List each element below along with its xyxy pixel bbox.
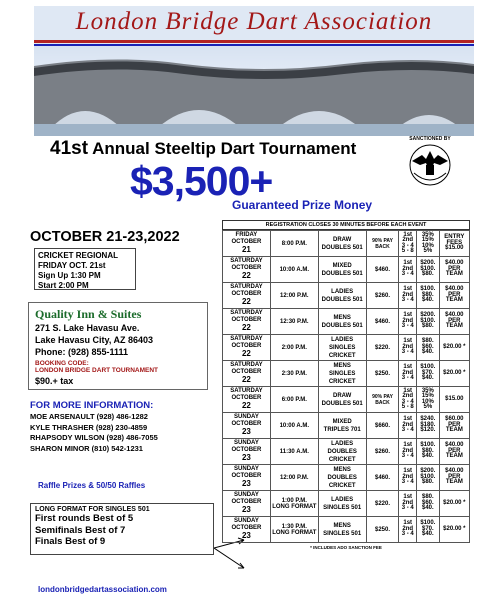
row-date: 22 [241,401,251,410]
row-places: 1st 2nd 3 - 4 [399,465,417,491]
row-amount: 90% PAY BACK [366,387,399,413]
schedule-row [223,257,470,283]
long-format-box [30,503,214,555]
tournament-number: 41st [50,138,89,159]
row-date: 23 [241,531,251,540]
hotel-phone: Phone: (928) 855-1111 [35,347,129,357]
row-amount: $660. [366,413,399,439]
website-link[interactable]: londonbridgedartassociation.com [38,585,167,594]
contact-item: KYLE THRASHER (928) 230-4859 [30,422,148,432]
row-day: FRIDAY OCTOBER 21 [223,231,271,257]
row-places: 1st 2nd 3 - 4 [399,309,417,335]
row-amount: $260. [366,439,399,465]
row-payouts: $240. $180. $120. [417,413,440,439]
row-date: 22 [241,323,251,332]
row-fee: $40.00 PER TEAM [439,465,469,491]
row-payouts: $100. $80. $40. [417,439,440,465]
row-fee: $20.00 * [439,361,469,387]
row-time: 8:00 P.M. [270,231,318,257]
schedule-row [223,309,470,335]
hotel-box [28,302,208,390]
sanction-label: SANCTIONED BY [409,136,451,142]
schedule [222,220,470,550]
row-fee: ENTRY FEES $15.00 [439,231,469,257]
schedule-row [223,465,470,491]
row-places: 1st 2nd 3 - 4 5 - 8 [399,387,417,413]
row-event: MENS SINGLES 501 [318,517,366,543]
sanction-block [400,136,460,192]
row-payouts: $100. $70. $40. [417,361,440,387]
row-day: SATURDAY OCTOBER 22 [223,309,271,335]
row-amount: $260. [366,283,399,309]
row-event: LADIES SINGLES CRICKET [318,335,366,361]
row-payouts: 35% 15% 10% 5% [417,231,440,257]
row-event: MENS DOUBLES 501 [318,309,366,335]
row-day: SATURDAY OCTOBER 22 [223,257,271,283]
hotel-name: Quality Inn & Suites [35,307,142,321]
row-fee: $20.00 * [439,335,469,361]
cricket-regional-box [34,248,136,290]
row-amount: $250. [366,517,399,543]
association-title: London Bridge Dart Association [75,8,433,35]
row-places: 1st 2nd 3 - 4 [399,413,417,439]
row-date: 22 [241,297,251,306]
row-fee: $40.00 PER TEAM [439,309,469,335]
row-event: MIXED DOUBLES 501 [318,257,366,283]
schedule-row [223,283,470,309]
row-time: 10:00 A.M. [270,413,318,439]
tournament-heading [50,138,356,160]
row-payouts: $200. $100. $80. [417,257,440,283]
schedule-row [223,439,470,465]
schedule-row [223,231,470,257]
row-date: 22 [241,271,251,280]
row-places: 1st 2nd 3 - 4 [399,491,417,517]
row-time: 12:30 P.M. [270,309,318,335]
row-event: MENS DOUBLES CRICKET [318,465,366,491]
row-places: 1st 2nd 3 - 4 5 - 8 [399,231,417,257]
row-date: 23 [241,479,251,488]
row-amount: $460. [366,465,399,491]
prize-subtitle: Guaranteed Prize Money [232,198,373,212]
row-day: SUNDAY OCTOBER 23 [223,413,271,439]
row-time: 10:00 A.M. [270,257,318,283]
event-dates: OCTOBER 21-23,2022 [30,229,180,245]
row-fee: $40.00 PER TEAM [439,257,469,283]
hotel-city: Lake Havasu City, AZ 86403 [35,335,154,345]
row-event: LADIES DOUBLES CRICKET [318,439,366,465]
sanction-fee-note: * INCLUDES ADO SANCTION FEE [310,545,382,550]
row-time: 11:30 A.M. [270,439,318,465]
row-payouts: $200. $100. $80. [417,309,440,335]
row-day: SUNDAY OCTOBER 23 [223,465,271,491]
row-date: 23 [241,427,251,436]
row-places: 1st 2nd 3 - 4 [399,361,417,387]
format-line: Finals Best of 9 [35,536,106,547]
cricket-line: Sign Up 1:30 PM [38,271,101,280]
row-amount: $460. [366,257,399,283]
row-payouts: $80. $60. $40. [417,491,440,517]
format-line: First rounds Best of 5 [35,513,134,524]
contact-item: MOE ARSENAULT (928) 486-1282 [30,412,148,421]
row-fee: $20.00 * [439,491,469,517]
contact-item: SHARON MINOR (810) 542-1231 [30,443,143,453]
booking-code: LONDON BRIDGE DART TOURNAMENT [35,367,159,374]
row-date: 23 [241,505,251,514]
schedule-row [223,335,470,361]
info-title: FOR MORE INFORMATION: [30,400,154,411]
contact-item: RHAPSODY WILSON (928) 486-7055 [30,433,158,442]
contact-list [30,412,158,454]
row-time: 12:00 P.M. [270,465,318,491]
row-fee: $60.00 PER TEAM [439,413,469,439]
row-date: 21 [241,245,251,254]
registration-banner: REGISTRATION CLOSES 30 MINUTES BEFORE EACH EVENT [222,220,470,230]
row-event: DRAW DOUBLES 501 [318,231,366,257]
row-fee: $40.00 PER TEAM [439,283,469,309]
row-day: SATURDAY OCTOBER 22 [223,387,271,413]
schedule-row [223,387,470,413]
cricket-line: Start 2:00 PM [38,281,89,290]
row-amount: $220. [366,335,399,361]
row-event: DRAW DOUBLES 501 [318,387,366,413]
row-time: 2:00 P.M. [270,335,318,361]
row-event: LADIES DOUBLES 501 [318,283,366,309]
row-time: 1:00 P.M. LONG FORMAT [270,491,318,517]
row-date: 23 [241,453,251,462]
row-date: 22 [241,349,251,358]
row-places: 1st 2nd 3 - 4 [399,335,417,361]
cricket-title: CRICKET REGIONAL [38,251,118,260]
row-event: MIXED TRIPLES 701 [318,413,366,439]
row-date: 22 [241,375,251,384]
hotel-rate: $90.+ tax [35,376,74,386]
row-fee: $20.00 * [439,517,469,543]
row-day: SUNDAY OCTOBER 23 [223,517,271,543]
schedule-row [223,361,470,387]
raffle-note: Raffle Prizes & 50/50 Raffles [38,481,146,490]
cricket-line: FRIDAY OCT. 21st [38,261,106,270]
row-event: MENS SINGLES CRICKET [318,361,366,387]
row-places: 1st 2nd 3 - 4 [399,517,417,543]
row-fee: $15.00 [439,387,469,413]
row-payouts: 35% 15% 10% 5% [417,387,440,413]
row-payouts: $100. $70. $40. [417,517,440,543]
row-amount: $250. [366,361,399,387]
row-payouts: $100. $80. $40. [417,283,440,309]
ado-eagle-logo-icon [408,143,452,187]
row-time: 6:00 P.M. [270,387,318,413]
format-line: Semifinals Best of 7 [35,524,126,536]
row-time: 12:00 P.M. [270,283,318,309]
format-title: LONG FORMAT FOR SINGLES 501 [35,506,150,513]
schedule-row [223,491,470,517]
row-fee: $40.00 PER TEAM [439,439,469,465]
row-event: LADIES SINGLES 501 [318,491,366,517]
hotel-address: 271 S. Lake Havasu Ave. [35,323,140,333]
row-day: SATURDAY OCTOBER 22 [223,361,271,387]
row-amount: $460. [366,309,399,335]
row-day: SUNDAY OCTOBER 23 [223,439,271,465]
row-amount: 90% PAY BACK [366,231,399,257]
row-day: SUNDAY OCTOBER 23 [223,491,271,517]
row-day: SATURDAY OCTOBER 22 [223,283,271,309]
header-banner [34,6,474,136]
row-payouts: $80. $60. $40. [417,335,440,361]
row-time: 2:30 P.M. [270,361,318,387]
row-places: 1st 2nd 3 - 4 [399,283,417,309]
row-payouts: $200. $100. $80. [417,465,440,491]
schedule-table [222,230,470,543]
row-places: 1st 2nd 3 - 4 [399,257,417,283]
row-places: 1st 2nd 3 - 4 [399,439,417,465]
prize-amount: $3,500+ [130,158,273,204]
row-day: SATURDAY OCTOBER 22 [223,335,271,361]
schedule-row [223,517,470,543]
schedule-row [223,413,470,439]
row-time: 1:30 P.M. LONG FORMAT [270,517,318,543]
row-amount: $220. [366,491,399,517]
tournament-name: Annual Steeltip Dart Tournament [88,139,357,158]
booking-label: BOOKING CODE: [35,360,89,367]
